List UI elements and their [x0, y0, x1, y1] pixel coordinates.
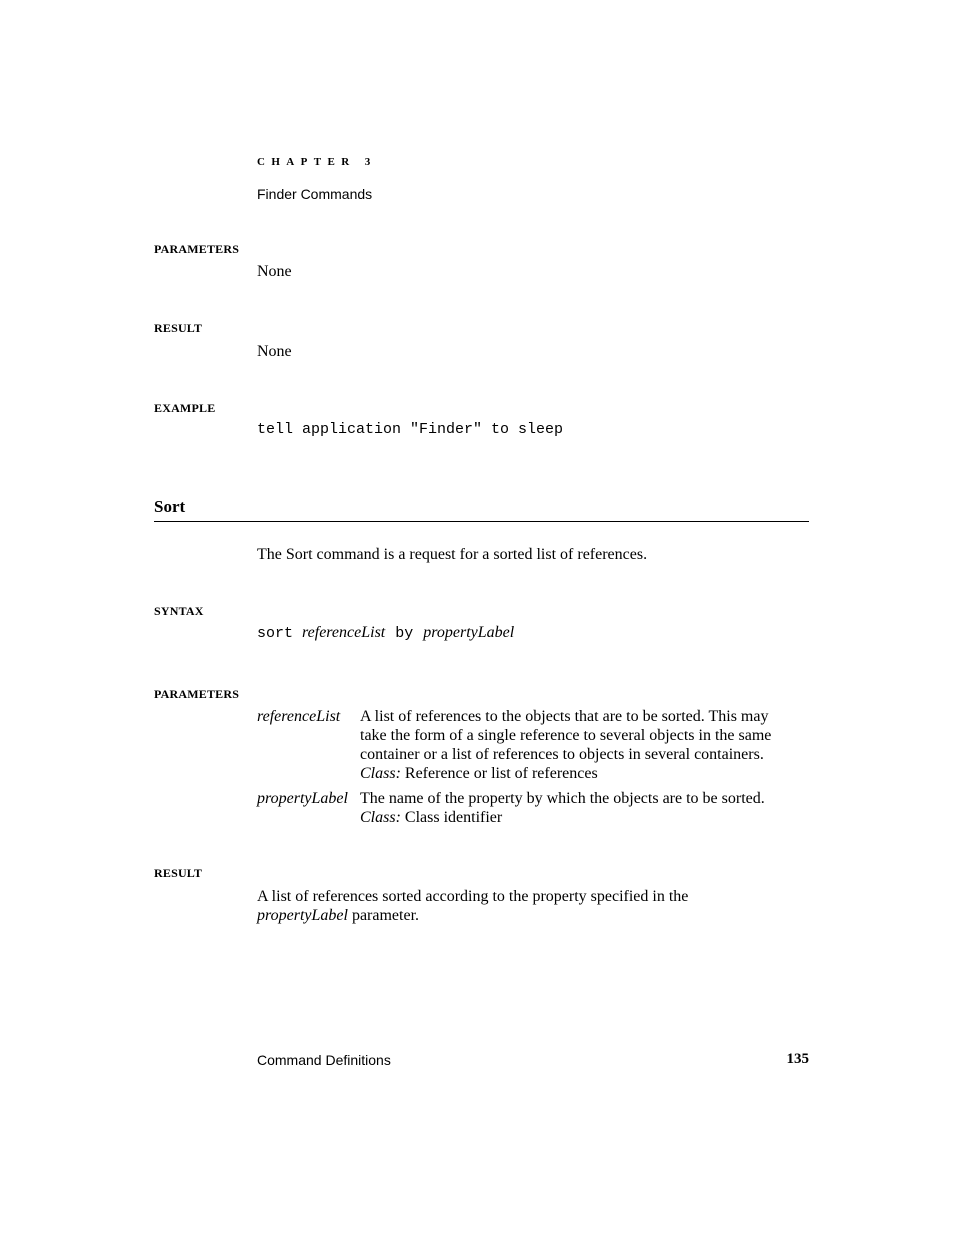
sort-result-text — [257, 887, 688, 925]
syntax-keyword-sort: sort — [257, 625, 294, 642]
class-value: Class identifier — [404, 809, 503, 826]
page-number: 135 — [786, 1051, 809, 1067]
chapter-label: CHAPTER 3 — [257, 156, 377, 168]
description-line: The name of the property by which the objects are to be sorted. — [360, 790, 765, 807]
syntax-arg-reference-list: referenceList — [302, 624, 386, 641]
description-line: A list of references to the objects that are to be sorted. This may — [360, 708, 769, 725]
heading-rule — [154, 521, 809, 522]
sort-parameters-label: PARAMETERS — [154, 687, 240, 701]
parameter-description — [360, 789, 805, 827]
syntax-line — [257, 624, 514, 642]
example-code: tell application "Finder" to sleep — [257, 421, 564, 438]
class-label: Class: — [360, 809, 401, 826]
sort-intro: The Sort command is a request for a sorted list of references. — [257, 546, 648, 563]
result-line-rest: parameter. — [347, 907, 420, 924]
parameters-label: PARAMETERS — [154, 242, 240, 256]
class-line — [360, 808, 805, 827]
class-label: Class: — [360, 765, 401, 782]
syntax-arg-property-label: propertyLabel — [423, 624, 515, 641]
result-line — [257, 906, 688, 925]
description-line: take the form of a single reference to several objects in the same — [360, 727, 772, 744]
result-text: None — [257, 343, 292, 360]
syntax-label: SYNTAX — [154, 604, 204, 618]
description-line: container or a list of references to objects in several containers. — [360, 746, 764, 763]
running-title: Finder Commands — [257, 186, 373, 202]
result-param-name: propertyLabel — [257, 907, 348, 924]
parameter-description — [360, 707, 805, 783]
result-line: A list of references sorted according to the property specified in the — [257, 888, 689, 905]
sort-result-label: RESULT — [154, 866, 203, 880]
footer-section-title: Command Definitions — [257, 1052, 391, 1068]
class-value: Reference or list of references — [404, 765, 598, 782]
parameters-text: None — [257, 263, 292, 280]
parameter-name: referenceList — [257, 708, 341, 725]
sort-heading: Sort — [154, 497, 186, 516]
class-line — [360, 764, 805, 783]
result-label: RESULT — [154, 321, 203, 335]
parameter-name: propertyLabel — [257, 790, 348, 807]
syntax-keyword-by: by — [395, 625, 414, 642]
example-label: EXAMPLE — [154, 401, 216, 415]
